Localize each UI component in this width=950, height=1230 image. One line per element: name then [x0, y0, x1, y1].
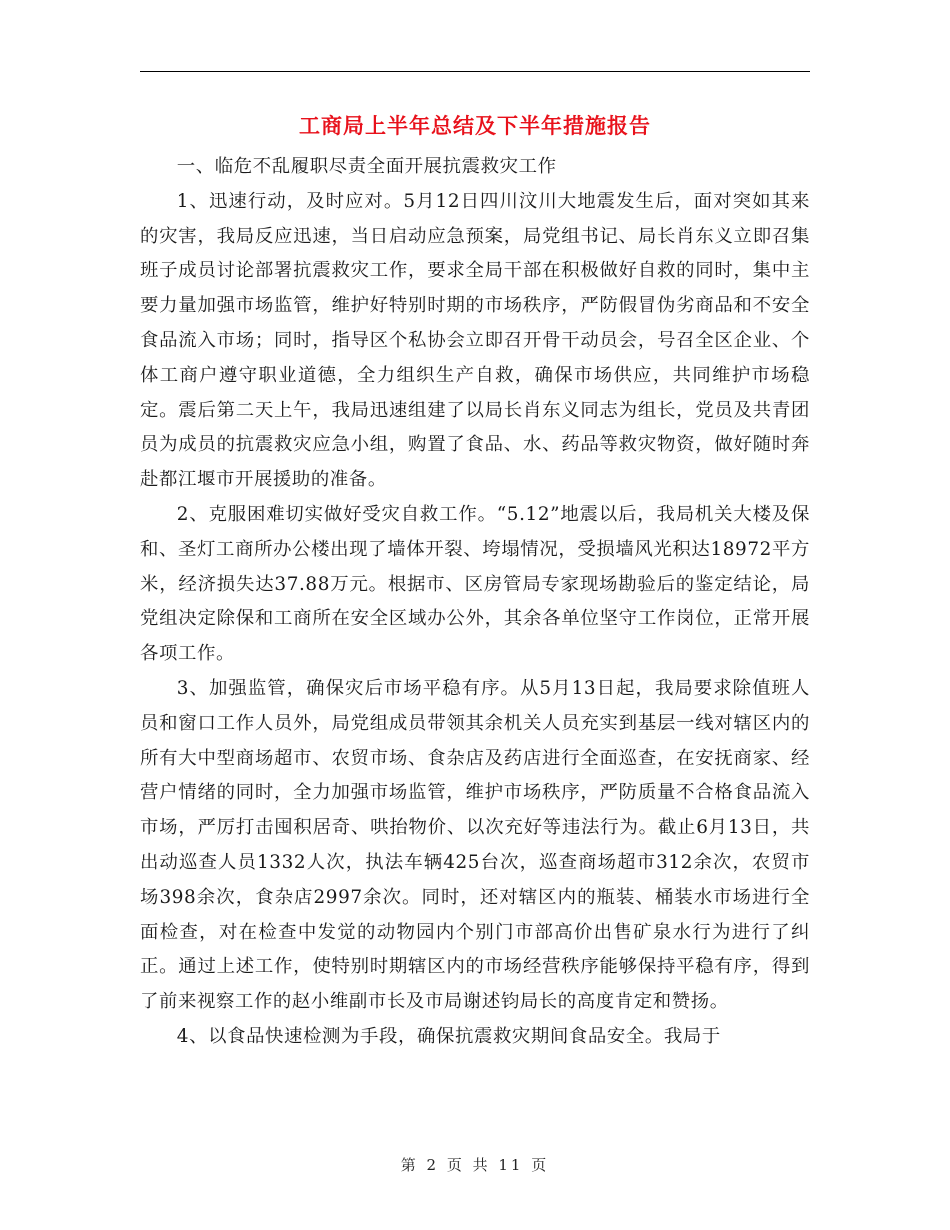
paragraph-4: 4、以食品快速检测为手段，确保抗震救灾期间食品安全。我局于	[176, 1025, 721, 1047]
paragraph-2: 2、克服困难切实做好受灾自救工作。“5.12”地震以后，我局机关大楼及保和、圣灯工商所办公楼出现了墙体开裂、垮塌情况，受损墙风光积达18972平方米，经济损失达37.88万元。根据市、区房管局专家现场勘验后的鉴定结论，局党组决定除保和工商所在安全区域办公外，其余各单位坚守工作岗位，正常开展各项工作。	[140, 503, 810, 665]
header-rule	[140, 71, 810, 72]
document-title: 工商局上半年总结及下半年措施报告	[299, 113, 651, 138]
paragraph-1: 1、迅速行动，及时应对。5月12日四川汶川大地震发生后，面对突如其来的灾害，我局反应迅速，当日启动应急预案，局党组书记、局长肖东义立即召集班子成员讨论部署抗震救灾工作，要求全局干部在积极做好自救的同时，集中主要力量加强市场监管，维护好特别时期的市场秩序，严防假冒伪劣商品和不安全食品流入市场；同时，指导区个私协会立即召开骨干动员会，号召全区企业、个体工商户遵守职业道德，全力组织生产自救，确保市场供应，共同维护市场稳定。震后第二天上午，我局迅速组建了以局长肖东义同志为组长，党员及共青团员为成员的抗震救灾应急小组，购置了食品、水、药品等救灾物资，做好随时奔赴都江堰市开展援助的准备。	[140, 190, 810, 491]
document-body	[140, 150, 810, 1055]
page-number-footer: 第 2 页 共 11 页	[400, 1156, 550, 1174]
paragraph-3: 3、加强监管，确保灾后市场平稳有序。从5月13日起，我局要求除值班人员和窗口工作人员外，局党组成员带领其余机关人员充实到基层一线对辖区内的所有大中型商场超市、农贸市场、食杂店及药店进行全面巡查，在安抚商家、经营户情绪的同时，全力加强市场监管，维护市场秩序，严防质量不合格食品流入市场，严厉打击囤积居奇、哄抬物价、以次充好等违法行为。截止6月13日，共出动巡查人员1332人次，执法车辆425台次，巡查商场超市312余次，农贸市场398余次，食杂店2997余次。同时，还对辖区内的瓶装、桶装水市场进行全面检查，对在检查中发觉的动物园内个别门市部高价出售矿泉水行为进行了纠正。通过上述工作，使特别时期辖区内的市场经营秩序能够保持平稳有序，得到了前来视察工作的赵小维副市长及市局谢述钧局长的高度肯定和赞扬。	[140, 677, 810, 1013]
section-heading: 一、临危不乱履职尽责全面开展抗震救灾工作	[176, 156, 557, 177]
